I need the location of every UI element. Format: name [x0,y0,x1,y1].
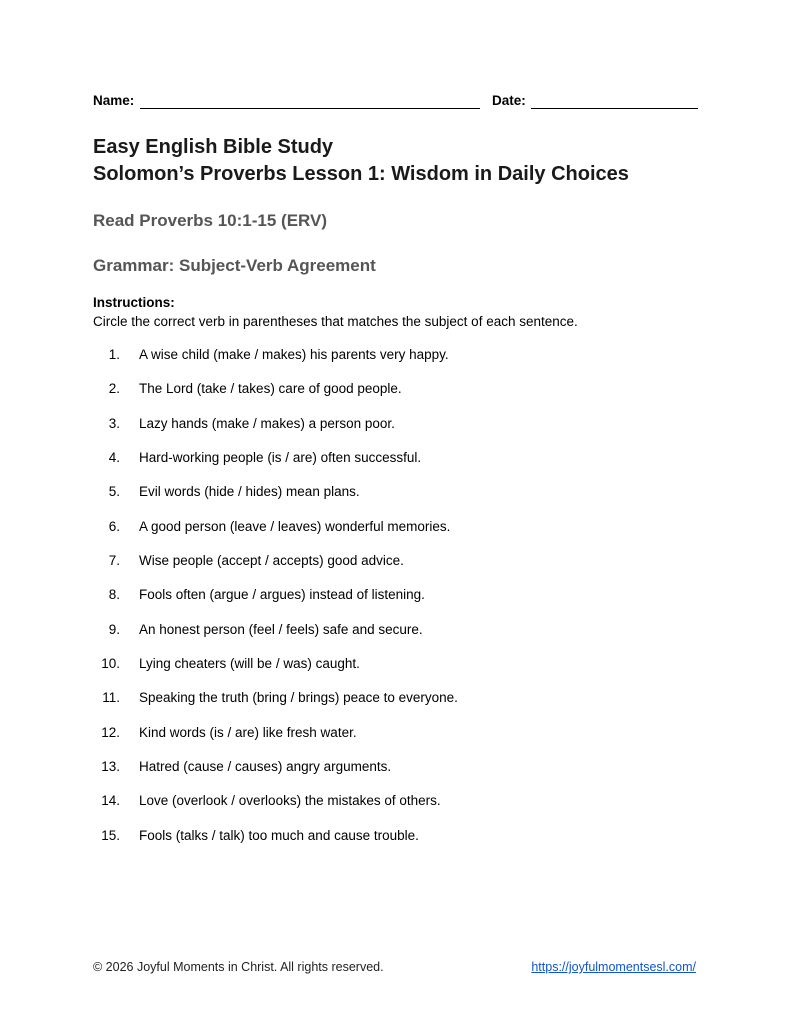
item-number: 2. [108,381,120,397]
instructions-text: Circle the correct verb in parentheses that matches the subject of each sentence. [93,314,578,329]
list-item [93,621,698,655]
item-sentence: A wise child (make / makes) his parents very happy. [139,347,449,362]
item-sentence: Wise people (accept / accepts) good advice. [139,553,404,569]
item-number: 6. [108,518,120,534]
item-sentence: Love (overlook / overlooks) the mistakes of others. [139,793,441,809]
instructions-label: Instructions: [93,295,175,310]
item-number: 3. [108,415,120,431]
title-line-2: Solomon’s Proverbs Lesson 1: Wisdom in Daily Choices [93,163,629,185]
grammar-heading: Grammar: Subject-Verb Agreement [93,256,376,275]
list-item [93,483,698,517]
list-item [93,792,698,826]
item-sentence: Fools often (argue / argues) instead of listening. [139,587,425,603]
item-sentence: Lying cheaters (will be / was) caught. [139,656,360,672]
name-blank-line [140,108,480,109]
item-number: 13. [101,759,120,775]
website-link[interactable]: https://joyfulmomentsesl.com/ [531,960,696,974]
item-number: 5. [108,484,120,500]
name-date-row [93,91,698,111]
date-blank-line [531,108,698,109]
item-number: 9. [108,621,120,637]
item-number: 8. [108,587,120,603]
item-sentence: Hard-working people (is / are) often successful. [139,450,422,466]
list-item [93,586,698,620]
list-item [93,415,698,449]
list-item [93,758,698,792]
item-sentence: An honest person (feel / feels) safe and secure. [139,621,423,637]
item-number: 4. [108,450,120,466]
date-label: Date: [492,93,526,108]
list-item [93,346,698,380]
item-number: 1. [108,347,120,362]
name-label: Name: [93,93,135,108]
list-item [93,552,698,586]
worksheet-title [93,134,629,188]
item-number: 15. [101,827,120,843]
item-number: 12. [101,724,120,740]
exercise-list [93,346,698,861]
worksheet-page [93,0,698,1023]
item-sentence: Hatred (cause / causes) angry arguments. [139,759,392,775]
item-number: 10. [101,656,120,672]
reading-heading: Read Proverbs 10:1-15 (ERV) [93,211,328,230]
copyright-notice: © 2026 Joyful Moments in Christ. All rights reserved. [93,960,384,974]
item-sentence: The Lord (take / takes) care of good people. [139,381,402,397]
item-sentence: Fools (talks / talk) too much and cause trouble. [139,827,419,843]
item-number: 14. [101,793,120,809]
item-sentence: Kind words (is / are) like fresh water. [139,724,357,740]
list-item [93,655,698,689]
item-number: 7. [108,553,120,569]
page-footer [93,958,698,976]
item-sentence: Lazy hands (make / makes) a person poor. [139,415,395,431]
list-item [93,724,698,758]
list-item [93,689,698,723]
item-sentence: Evil words (hide / hides) mean plans. [139,484,360,500]
item-sentence: Speaking the truth (bring / brings) peace to everyone. [139,690,458,706]
title-line-1: Easy English Bible Study [93,136,334,158]
list-item [93,827,698,861]
list-item [93,380,698,414]
list-item [93,518,698,552]
list-item [93,449,698,483]
item-number: 11. [102,690,120,706]
item-sentence: A good person (leave / leaves) wonderful memories. [139,518,451,534]
